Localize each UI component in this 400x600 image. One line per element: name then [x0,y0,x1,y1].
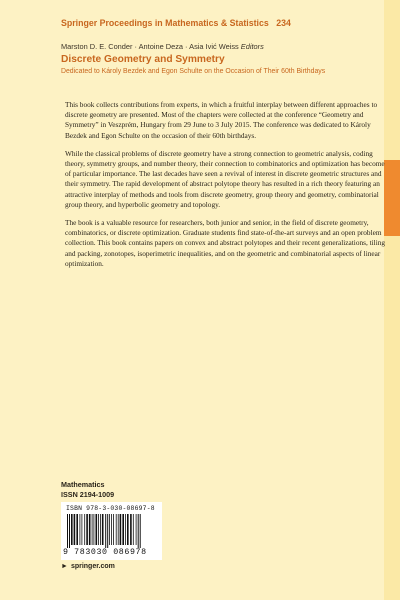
barcode [61,502,162,560]
barcode-bar [69,514,70,548]
editors-line [61,42,264,51]
spine-edge [384,0,400,600]
barcode-bar [82,514,83,545]
issn-label: ISSN 2194-1009 [61,490,115,499]
barcode-bar [118,514,119,545]
series-header [61,18,291,28]
subject-label: Mathematics [61,480,105,489]
barcode-bar [122,514,124,545]
barcode-bar [120,514,122,545]
barcode-bar [86,514,88,545]
barcode-bar [80,514,81,545]
subject-block [61,480,114,500]
barcode-bar [74,514,76,545]
barcode-bar [107,514,108,548]
website-link[interactable] [61,563,115,570]
barcode-bar [67,514,68,548]
barcode-bar [98,514,99,545]
barcode-bar [76,514,78,545]
barcode-bar [113,514,114,545]
series-name: Springer Proceedings in Mathematics & Statistics [61,18,269,28]
barcode-bar [102,514,104,545]
barcode-bar [130,514,132,545]
barcode-bar [94,514,95,545]
barcode-bar [71,514,73,545]
website-text: springer.com [70,563,115,570]
blurb-paragraph: This book collects contributions from experts, in which a fruitful interplay between different approaches to discrete geometry are presented. Most of the chapters were collected at the conference “Geometry and Symmetry” in Veszprém, Hungary from 29 June to 3 July 2015. The conference was dedicated to Károly Bezdek and Egon Schulte on the occasion of their 60th birthdays. [65,100,378,140]
barcode-bar [100,514,101,545]
barcode-bar [111,514,112,545]
barcode-bar [136,514,137,545]
barcode-bar [127,514,129,545]
barcode-bar [105,514,106,548]
arrow-right-icon: ► [61,563,68,570]
barcode-bar [116,514,117,545]
barcode-bar [89,514,91,545]
barcode-bar [109,514,110,545]
barcode-bar [84,514,85,545]
barcode-bar [96,514,98,545]
barcode-digits: 9 783030 086978 [63,548,147,557]
editors-suffix: Editors [240,42,264,51]
barcode-bar [125,514,126,545]
barcode-bars [66,514,157,548]
barcode-bar [92,514,93,545]
series-volume: 234 [276,18,291,28]
barcode-bar [138,514,139,548]
blurb [65,100,387,277]
isbn-label: ISBN 978-3-030-08697-8 [66,505,155,512]
barcode-bar [140,514,141,548]
barcode-bar [133,514,134,545]
editors-names: Marston D. E. Conder · Antoine Deza · Asia Ivić Weiss [61,42,239,51]
blurb-paragraph: The book is a valuable resource for researchers, both junior and senior, in the field of discrete geometry, combinatorics, or discrete optimization. Graduate students find state-of-the-art surveys and an open problem collection. This book contains papers on convex and abstract polytopes and their recent generalizations, tiling and packing, zonotopes, isoperimetric inequalities, and on the geometric and combinatorial aspects of linear optimization. [65,218,386,268]
book-title: Discrete Geometry and Symmetry [61,54,225,65]
book-subtitle: Dedicated to Károly Bezdek and Egon Schulte on the Occasion of Their 60th Birthdays [61,68,326,75]
blurb-paragraph: While the classical problems of discrete geometry have a strong connection to geometric analysis, coding theory, symmetry groups, and number theory, their connection to combinatorics and optimization has become of particular importance. The last decades have seen a revival of interest in discrete geometric structures and their symmetry. The rapid development of abstract polytope theory has resulted in a rich theory featuring an attractive interplay of methods and tools from discrete geometry, group theory and geometry, combinatorial group theory, and hyperbolic geometry and topology. [65,148,385,209]
